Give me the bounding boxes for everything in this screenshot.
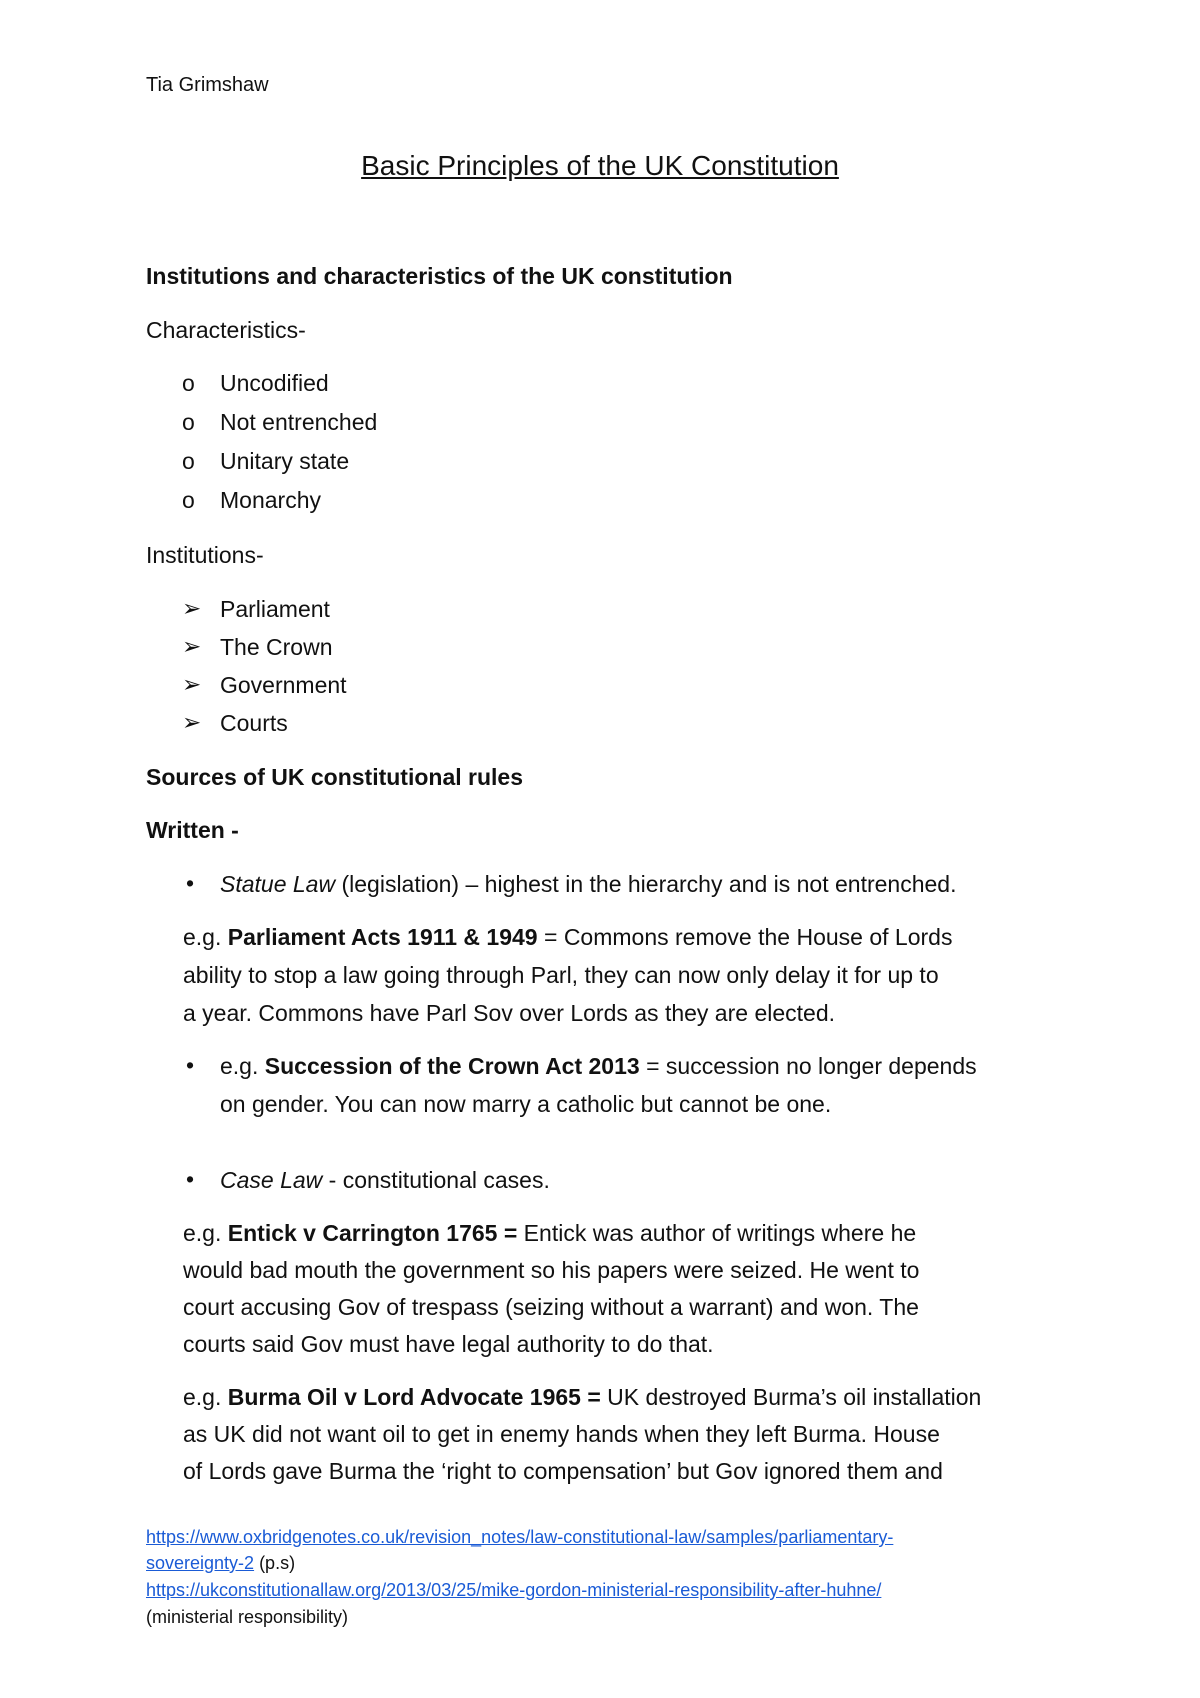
statute-law-item — [220, 871, 956, 898]
statute-law-term: Statue Law — [220, 871, 336, 897]
eg-prefix: e.g. — [183, 924, 228, 950]
list-item: Courts — [220, 710, 288, 736]
bullet-icon: • — [186, 1166, 195, 1192]
example-parliament-acts-line3: a year. Commons have Parl Sov over Lords as they are elected. — [183, 1000, 835, 1026]
characteristics-label: Characteristics- — [146, 317, 306, 343]
case-law-item — [220, 1167, 550, 1194]
eg-prefix: e.g. — [183, 1220, 228, 1246]
footer-link1-line2 — [146, 1553, 295, 1574]
footer-link2-line — [146, 1580, 881, 1601]
example-entick-line4: courts said Gov must have legal authority to do that. — [183, 1331, 714, 1357]
example-parliament-acts-line1 — [183, 924, 952, 951]
circle-bullet-icon: o — [182, 448, 195, 474]
act-name: Parliament Acts 1911 & 1949 — [227, 924, 538, 950]
example-text: = Commons remove the House of Lords — [537, 924, 953, 950]
example-text: UK destroyed Burma’s oil installation — [600, 1384, 982, 1410]
arrow-bullet-icon: ➢ — [182, 671, 202, 697]
example-text: Entick was author of writings where he — [517, 1220, 917, 1246]
act-name: Succession of the Crown Act 2013 — [264, 1053, 640, 1079]
example-burma-line2: as UK did not want oil to get in enemy hands when they left Burma. House — [183, 1421, 940, 1447]
example-text: = succession no longer depends — [639, 1053, 977, 1079]
arrow-bullet-icon: ➢ — [182, 595, 202, 621]
list-item: Not entrenched — [220, 409, 378, 435]
example-succession-line1 — [220, 1053, 977, 1080]
eg-prefix: e.g. — [220, 1053, 265, 1079]
list-item: Uncodified — [220, 370, 329, 396]
section-heading-sources: Sources of UK constitutional rules — [146, 764, 523, 790]
ukconstitutionallaw-link[interactable]: https://ukconstitutionallaw.org/2013/03/25/mike-gordon-ministerial-responsibility-after-huhne/ — [146, 1580, 882, 1600]
list-item: Parliament — [220, 596, 330, 622]
statute-law-desc: (legislation) – highest in the hierarchy and is not entrenched. — [335, 871, 957, 897]
bullet-icon: • — [186, 870, 195, 896]
bullet-icon: • — [186, 1052, 195, 1078]
circle-bullet-icon: o — [182, 370, 195, 396]
oxbridgenotes-link-continued[interactable]: sovereignty-2 — [146, 1553, 255, 1573]
case-name: Entick v Carrington 1765 = — [227, 1220, 518, 1246]
link2-note: (ministerial responsibility) — [146, 1607, 349, 1627]
example-burma-line1 — [183, 1384, 981, 1411]
example-parliament-acts-line2: ability to stop a law going through Parl, they can now only delay it for up to — [183, 962, 939, 988]
example-succession-line2: on gender. You can now marry a catholic but cannot be one. — [220, 1091, 832, 1117]
example-entick-line2: would bad mouth the government so his papers were seized. He went to — [183, 1257, 920, 1283]
section-heading-institutions: Institutions and characteristics of the UK constitution — [146, 263, 733, 289]
list-item: Unitary state — [220, 448, 350, 474]
case-law-term: Case Law — [220, 1167, 323, 1193]
example-entick-line3: court accusing Gov of trespass (seizing without a warrant) and won. The — [183, 1294, 919, 1320]
written-label: Written - — [146, 817, 239, 843]
case-law-desc: - constitutional cases. — [322, 1167, 550, 1193]
example-entick-line1 — [183, 1220, 916, 1247]
list-item: Government — [220, 672, 347, 698]
page-title: Basic Principles of the UK Constitution — [361, 150, 839, 181]
list-item: The Crown — [220, 634, 333, 660]
case-name: Burma Oil v Lord Advocate 1965 = — [227, 1384, 601, 1410]
example-burma-line3: of Lords gave Burma the ‘right to compensation’ but Gov ignored them and — [183, 1458, 943, 1484]
oxbridgenotes-link[interactable]: https://www.oxbridgenotes.co.uk/revision_notes/law-constitutional-law/samples/parliamentary- — [146, 1527, 894, 1547]
author-name: Tia Grimshaw — [146, 74, 269, 96]
circle-bullet-icon: o — [182, 409, 195, 435]
eg-prefix: e.g. — [183, 1384, 228, 1410]
footer-link1-line1 — [146, 1527, 893, 1548]
institutions-label: Institutions- — [146, 542, 264, 568]
link1-note: (p.s) — [254, 1553, 296, 1573]
arrow-bullet-icon: ➢ — [182, 633, 202, 659]
circle-bullet-icon: o — [182, 487, 195, 513]
arrow-bullet-icon: ➢ — [182, 709, 202, 735]
list-item: Monarchy — [220, 487, 321, 513]
